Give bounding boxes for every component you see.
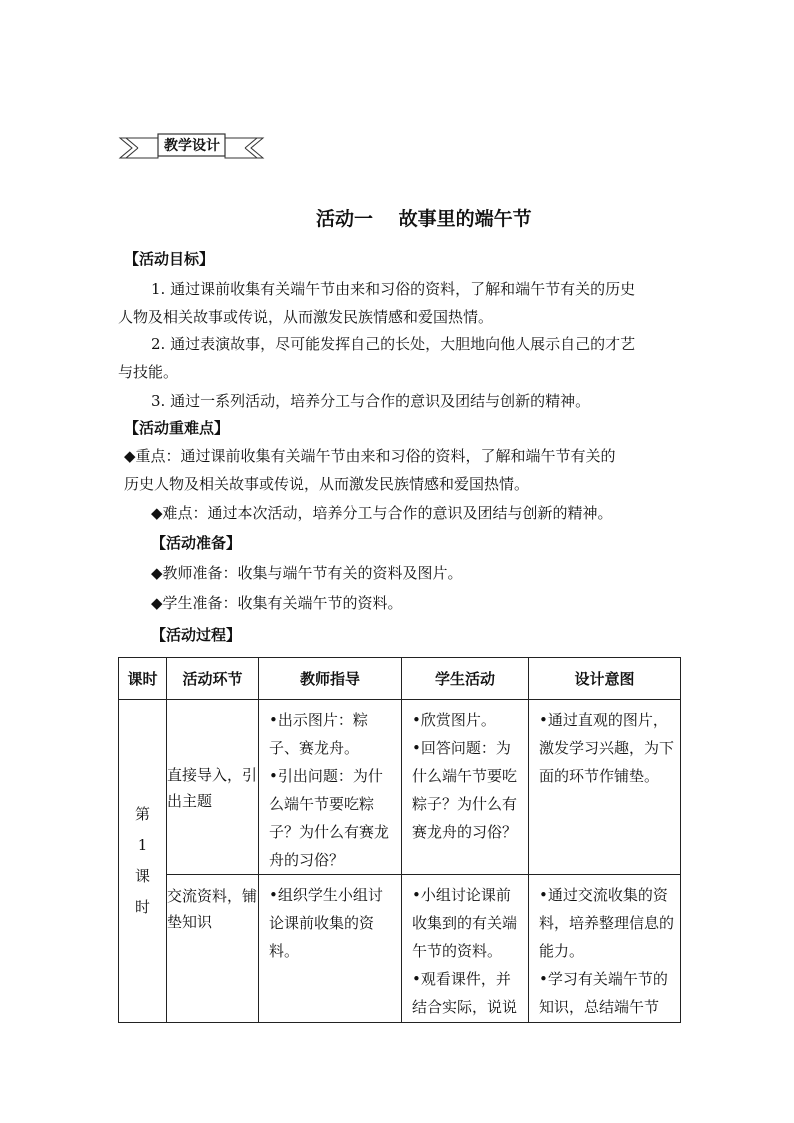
goal-3: 3. 通过一系列活动，培养分工与合作的意识及团结与创新的精神。 (151, 392, 591, 410)
header-student: 学生活动 (402, 658, 529, 700)
goal-2-line-1: 2. 通过表演故事，尽可能发挥自己的长处，大胆地向他人展示自己的才艺 (151, 335, 636, 353)
section-banner (118, 133, 265, 163)
student-item: •观看课件，并结合实际，说说 (412, 970, 518, 1016)
teacher-cell (259, 875, 402, 1023)
header-intent: 设计意图 (529, 658, 681, 700)
stage-cell (167, 700, 259, 875)
prep-heading: 【活动准备】 (151, 534, 242, 552)
prep-teacher: ◆教师准备：收集与端午节有关的资料及图片。 (151, 564, 463, 582)
student-cell (402, 700, 529, 875)
teacher-item: •出示图片：粽子、赛龙舟。 (269, 711, 368, 757)
prep-student: ◆学生准备：收集有关端午节的资料。 (151, 594, 403, 612)
stage-text: 直接导入，引出主题 (167, 766, 258, 810)
stage-text: 交流资料，铺垫知识 (167, 887, 258, 931)
teacher-item: •引出问题：为什么端午节要吃粽子？为什么有赛龙舟的习俗？ (269, 767, 390, 869)
goal-1-line-1: 1. 通过课前收集有关端午节由来和习俗的资料，了解和端午节有关的历史 (151, 280, 636, 298)
header-stage: 活动环节 (167, 658, 259, 700)
activity-process-table (118, 657, 681, 1023)
intent-item: •学习有关端午节的知识，总结端午节 (539, 970, 668, 1016)
goals-heading: 【活动目标】 (124, 250, 215, 268)
intent-item: •通过直观的图片，激发学习兴趣，为下面的环节作铺垫。 (539, 711, 675, 785)
banner-label: 教学设计 (164, 138, 220, 154)
process-heading: 【活动过程】 (151, 626, 242, 644)
student-item: •回答问题：为什么端午节要吃粽子？为什么有赛龙舟的习俗？ (412, 739, 518, 841)
header-lesson: 课时 (119, 658, 167, 700)
lesson-label: 第 1 课 时 (134, 805, 150, 916)
table-row (119, 700, 681, 875)
student-item: •欣赏图片。 (412, 711, 496, 729)
key-focus-line-2: 历史人物及相关故事或传说，从而激发民族情感和爱国热情。 (124, 475, 530, 493)
table-row (119, 875, 681, 1023)
lesson-cell (119, 700, 167, 1023)
student-cell (402, 875, 529, 1023)
teacher-item: •组织学生小组讨论课前收集的资料。 (269, 886, 383, 960)
intent-cell (529, 875, 681, 1023)
key-heading: 【活动重难点】 (124, 419, 230, 437)
table-header-row (119, 658, 681, 700)
intent-item: •通过交流收集的资料，培养整理信息的能力。 (539, 886, 675, 960)
teacher-cell (259, 700, 402, 875)
goal-2-line-2: 与技能。 (118, 363, 179, 381)
header-teacher: 教师指导 (259, 658, 402, 700)
student-item: •小组讨论课前收集到的有关端午节的资料。 (412, 886, 518, 960)
goal-1-line-2: 人物及相关故事或传说，从而激发民族情感和爱国热情。 (118, 308, 494, 326)
key-difficulty: ◆难点：通过本次活动，培养分工与合作的意识及团结与创新的精神。 (151, 504, 613, 522)
stage-cell (167, 875, 259, 1023)
title-text: 活动一 故事里的端午节 (316, 208, 532, 230)
key-focus-line-1: ◆重点：通过课前收集有关端午节由来和习俗的资料，了解和端午节有关的 (124, 447, 616, 465)
intent-cell (529, 700, 681, 875)
